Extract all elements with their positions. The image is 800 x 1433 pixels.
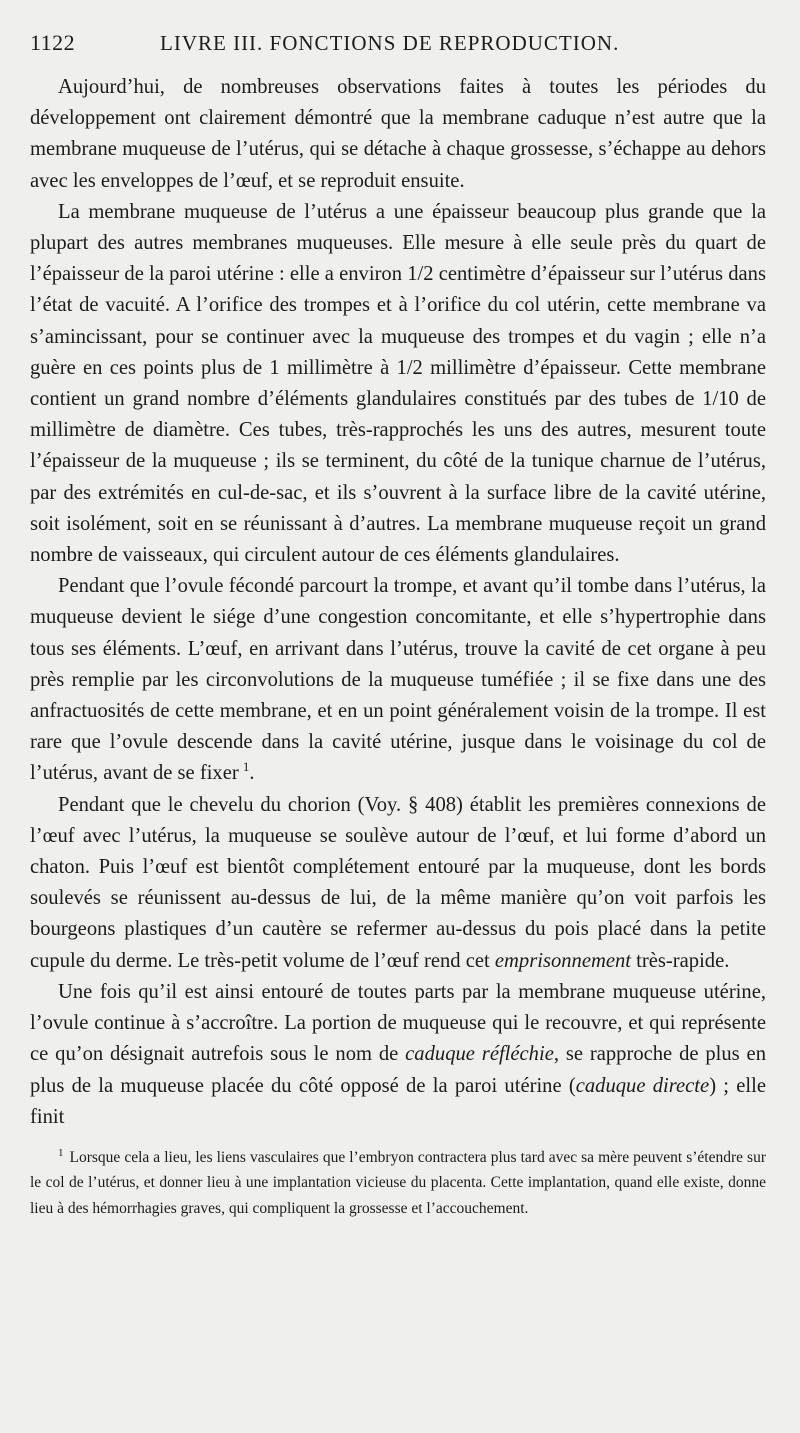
- paragraph-reflechie-text-b: , se rapproche de plus en plus de la muqueuse placée du côté opposé de la paroi utérine (: [30, 1043, 766, 1097]
- paragraph-ovule-fixation: [30, 571, 766, 789]
- page-number: 1122: [30, 30, 76, 55]
- paragraph-reflechie-text-c: ) ; elle finit: [30, 1074, 767, 1128]
- paragraph-ovule-fixation-text: Pendant que l’ovule fécondé parcourt la trompe, et avant qu’il tombe dans l’utérus, la muqueuse devient le siége d’une congestion concomitante, et elle s’hypertrophie dans tous ses éléments. L’œuf, en arrivant dans l’utérus, trouve la cavité de cet organe à peu près remplie par les circonvolutions de la muqueuse tuméfiée ; il se fixe dans une des anfractuosités de cette membrane, et en un point généralement voisin de la trompe. Il est rare que l’ovule descende dans la cavité utérine, jusque dans le voisinage du col de l’utérus, avant de se fixer: [30, 575, 766, 785]
- paragraph-ovule-fixation-end: .: [249, 762, 255, 785]
- paragraph-caduque-reflechie: [30, 977, 766, 1133]
- footnote-reference: 1: [242, 759, 250, 775]
- paragraph-chorion-text-a: Pendant que le chevelu du chorion (Voy. § 408) établit les premières connexions de l’œuf avec l’utérus, la muqueuse se soulève autour de l’œuf, et lui forme d’abord un chaton. Puis l’œuf est bientôt complétement entouré par la muqueuse, dont les bords soulevés se réunissent au-dessus de lui, de la même manière qu’on voit parfois les bourgeons plastiques d’un cautère se refermer au-dessus du pois placé dans la petite cupule du derme. Le très-petit volume de l’œuf rend cet: [30, 793, 766, 972]
- italic-caduque-directe: caduque directe: [575, 1074, 710, 1097]
- paragraph-chorion-connexions: [30, 790, 766, 977]
- body-text: [30, 72, 766, 1133]
- running-head: [30, 30, 766, 70]
- paragraph-reflechie-text-a: Une fois qu’il est ainsi entouré de toutes parts par la membrane muqueuse utérine, l’ovule continue à s’accroître. La portion de muqueuse qui le recouvre, et qui représente ce qu’on désignait autrefois sous le nom de: [30, 980, 766, 1066]
- running-head-title: LIVRE III. FONCTIONS DE REPRODUCTION.: [160, 31, 620, 55]
- footnote: [30, 1145, 766, 1221]
- paragraph-caduque-definition: Aujourd’hui, de nombreuses observations faites à toutes les périodes du développement ont clairement démontré que la membrane caduque n’est autre que la membrane muqueuse de l’utérus, qui se détache à chaque grossesse, s’échappe au dehors avec les enveloppes de l’œuf, et se reproduit ensuite.: [30, 76, 766, 192]
- footnote-mark: 1: [58, 1146, 64, 1159]
- paragraph-chorion-text-b: très-rapide.: [631, 949, 730, 972]
- italic-caduque-reflechie: caduque réfléchie: [405, 1043, 554, 1066]
- paragraph-uterine-mucosa: La membrane muqueuse de l’utérus a une épaisseur beaucoup plus grande que la plupart des autres membranes muqueuses. Elle mesure à elle seule près du quart de l’épaisseur de la paroi utérine : elle a environ 1/2 centimètre d’épaisseur sur l’utérus dans l’état de vacuité. A l’orifice des trompes et à l’orifice du col utérin, cette membrane va s’amincissant, pour se continuer avec la muqueuse des trompes et du vagin ; elle n’a guère en ces points plus de 1 millimètre à 1/2 millimètre d’épaisseur. Cette membrane contient un grand nombre d’éléments glandulaires constitués par des tubes de 1/10 de millimètre de diamètre. Ces tubes, très-rapprochés les uns des autres, mesurent toute l’épaisseur de la muqueuse ; ils se terminent, du côté de la tunique charnue de l’utérus, par des extrémités en cul-de-sac, et ils s’ouvrent à la surface libre de la cavité utérine, soit isolément, soit en se réunissant à d’autres. La membrane muqueuse reçoit un grand nombre de vaisseaux, qui circulent autour de ces éléments glandulaires.: [30, 200, 766, 567]
- footnote-text: Lorsque cela a lieu, les liens vasculaires que l’embryon contractera plus tard avec sa mère peuvent s’étendre sur le col de l’utérus, et donner lieu à une implantation vicieuse du placenta. Cette implantation, quand elle existe, donne lieu à des hémorrhagies graves, qui compliquent la grossesse et l’accouchement.: [30, 1148, 766, 1217]
- italic-emprisonnement: emprisonnement: [494, 949, 632, 972]
